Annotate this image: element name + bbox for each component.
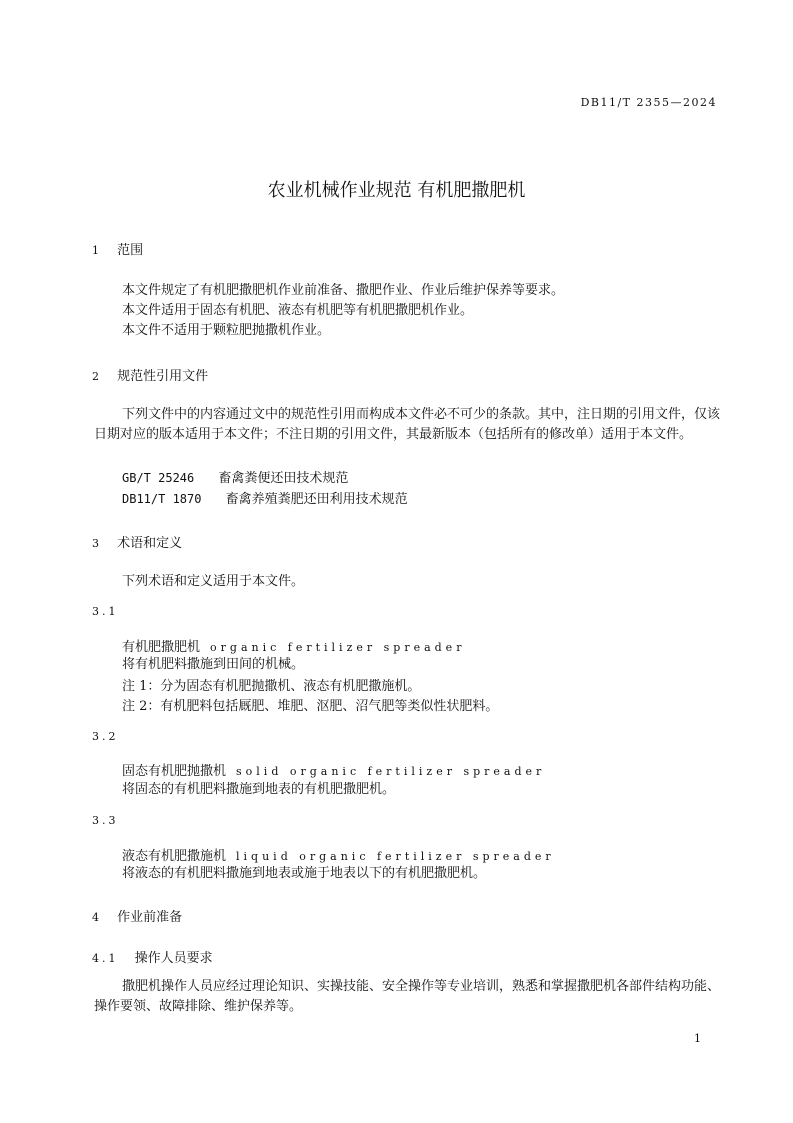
reference-item bbox=[122, 489, 408, 510]
reference-name: 畜禽粪便还田技术规范 bbox=[218, 471, 349, 486]
term-number: 3.3 bbox=[92, 814, 119, 827]
section-number: 3 bbox=[92, 537, 99, 550]
term-chinese: 液态有机肥撒施机 bbox=[122, 849, 227, 864]
document-title: 农业机械作业规范 有机肥撒肥机 bbox=[267, 180, 526, 201]
term-english: organic fertilizer spreader bbox=[210, 641, 466, 654]
section-title: 术语和定义 bbox=[117, 536, 183, 551]
section-number: 4 bbox=[92, 911, 99, 924]
section-number: 2 bbox=[92, 370, 99, 383]
term-chinese: 有机肥撒肥机 bbox=[122, 640, 201, 655]
page-number: 1 bbox=[694, 1032, 701, 1045]
paragraph: 本文件规定了有机肥撒肥机作业前准备、撒肥作业、作业后维护保养等要求。 bbox=[122, 283, 565, 298]
term-note: 注 2：有机肥料包括厩肥、堆肥、沤肥、沼气肥等类似性状肥料。 bbox=[122, 699, 499, 714]
section-3-heading bbox=[92, 532, 182, 551]
term-number: 3.2 bbox=[92, 730, 119, 743]
term-english: solid organic fertilizer spreader bbox=[236, 765, 546, 778]
paragraph: 本文件适用于固态有机肥、液态有机肥等有机肥撒肥机作业。 bbox=[122, 303, 474, 318]
reference-code: GB/T 25246 bbox=[122, 471, 195, 485]
subsection-title: 操作人员要求 bbox=[134, 951, 213, 966]
reference-item bbox=[122, 468, 348, 489]
term-chinese: 固态有机肥抛撒机 bbox=[122, 764, 227, 779]
section-1-heading bbox=[92, 239, 143, 258]
term-heading bbox=[122, 760, 545, 779]
term-definition: 将有机肥料撒施到田间的机械。 bbox=[122, 657, 305, 672]
subsection-number: 4.1 bbox=[92, 952, 119, 965]
term-heading bbox=[122, 636, 465, 655]
paragraph: 撒肥机操作人员应经过理论知识、实操技能、安全操作等专业培训，熟悉和掌握撒肥机各部件结构功能、操作要领、故障排除、维护保养等。 bbox=[94, 979, 721, 1014]
reference-name: 畜禽养殖粪肥还田利用技术规范 bbox=[225, 492, 408, 507]
section-title: 作业前准备 bbox=[117, 910, 183, 925]
term-number: 3.1 bbox=[92, 605, 119, 618]
section-title: 规范性引用文件 bbox=[117, 369, 209, 384]
term-definition: 将固态的有机肥料撒施到地表的有机肥撒肥机。 bbox=[122, 782, 396, 797]
reference-code: DB11/T 1870 bbox=[122, 492, 202, 506]
term-english: liquid organic fertilizer spreader bbox=[236, 850, 555, 863]
term-heading bbox=[122, 845, 555, 864]
section-4-heading bbox=[92, 906, 182, 925]
paragraph: 下列术语和定义适用于本文件。 bbox=[122, 574, 305, 589]
paragraph: 本文件不适用于颗粒肥抛撒机作业。 bbox=[122, 323, 331, 338]
document-code: DB11/T 2355—2024 bbox=[580, 96, 717, 109]
section-number: 1 bbox=[92, 244, 99, 257]
term-definition: 将液态的有机肥料撒施到地表或施于地表以下的有机肥撒肥机。 bbox=[122, 866, 487, 881]
section-title: 范围 bbox=[117, 243, 144, 258]
section-2-heading bbox=[92, 365, 208, 384]
paragraph: 下列文件中的内容通过文中的规范性引用而构成本文件必不可少的条款。其中，注日期的引用文件，仅该日期对应的版本适用于本文件；不注日期的引用文件，其最新版本（包括所有的修改单）适用于本文件。 bbox=[94, 407, 721, 442]
term-note: 注 1：分为固态有机肥抛撒机、液态有机肥撒施机。 bbox=[122, 679, 421, 694]
subsection-heading bbox=[92, 947, 213, 966]
